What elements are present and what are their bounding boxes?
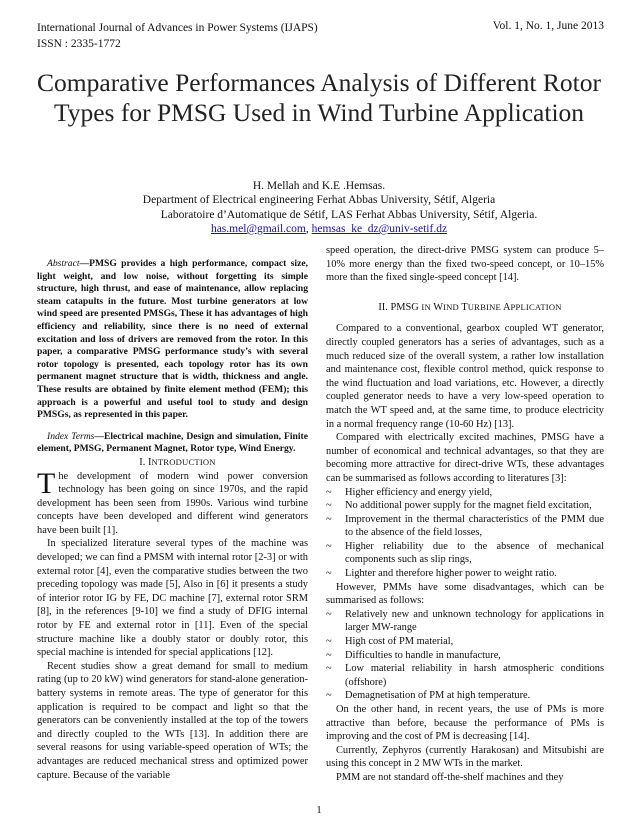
bullet-mark: ~ — [326, 513, 332, 525]
list-item: ~ Lighter and therefore higher power to weight ratio. — [326, 568, 557, 580]
index-terms-text: Electrical machine, Design and simulation, Finite element, PMSG, Permanent Magnet, Rotor type, Wind Energy. — [37, 430, 309, 455]
right-paragraph-4: On the other hand, in recent years, the use of PMs is more attractive than before, because the performance of PMs is improving and the cost of PM is decreasing [14]. — [326, 704, 604, 743]
email-link-2[interactable]: hemsas_ke_dz@univ-setif.dz — [311, 223, 448, 235]
section-word-1: PMSG — [390, 301, 419, 313]
authors: H. Mellah and K.E .Hemsas. — [252, 180, 386, 192]
bullet-mark: ~ — [326, 500, 332, 512]
list-item: ~ High cost of PM material, — [326, 636, 454, 648]
right-column — [326, 244, 604, 785]
abstract-text: PMSG provides a high performance, compact size, light weight, and low noise, without forgetting its simple structure, high thrust, and ease of maintenance, allow replacing steam catapults in the future. Most turbine generators at low wind speed are presented PMSGs, These it has advantages of high efficiency and reliability, since there is no need of external excitation and loss of drivers are removed from the rotor. In this paper, a comparative PMSG performance study’s with several rotor topology is presented, each topology rotor has its own permanent magnet structure that is width, thickness and angle. These results are obtained by finite element method (FEM); this approach is a powerful and useful tool to study and design PMSGs, as represented in this paper. — [37, 258, 308, 421]
bullet-mark: ~ — [326, 608, 332, 620]
disadvantages-list — [326, 608, 604, 703]
right-paragraph-5: Currently, Zephyros (currently Harakosan) and Mitsubishi are using this concept in 2 MW WTs in the market. — [326, 744, 604, 770]
section-number: I. — [139, 456, 146, 468]
affiliation-1: Department of Electrical engineering Ferhat Abbas University, Sétif, Algeria — [142, 194, 496, 206]
bullet-mark: ~ — [326, 486, 332, 498]
paper-title: Comparative Performances Analysis of Different Rotor Types for PMSG Used in Wind Turbine Application — [37, 68, 601, 127]
right-paragraph-0: speed operation, the direct-drive PMSG system can produce 5–10% more energy than the fixed two-speed concept, or 10–15% more than the fixed single-speed concept [14]. — [326, 245, 604, 284]
bullet-mark: ~ — [326, 690, 332, 702]
list-item: ~ Demagnetisation of PM at high temperature. — [326, 690, 531, 702]
journal-header — [37, 20, 318, 52]
page-number: 1 — [316, 804, 322, 816]
intro-paragraph-1 — [37, 466, 308, 538]
drop-cap: T — [37, 466, 56, 500]
section-heading-introduction — [37, 456, 308, 470]
advantages-list — [326, 486, 604, 581]
section-title-rest: NTRODUCTION — [151, 456, 216, 467]
section-heading-pmsg — [326, 301, 604, 315]
journal-name: International Journal of Advances in Power Systems (IJAPS) — [37, 22, 318, 34]
email-link-1[interactable]: has.mel@gmail.com — [210, 223, 306, 235]
section-word-2: IN — [421, 301, 431, 312]
abstract — [37, 258, 308, 422]
bullet-mark: ~ — [326, 649, 332, 661]
list-item: ~ Difficulties to handle in manufacture, — [326, 649, 501, 661]
section-number: II. — [378, 301, 388, 313]
bullet-mark: ~ — [326, 568, 332, 580]
index-terms-label: Index Terms — [47, 430, 95, 442]
bullet-mark: ~ — [326, 540, 332, 552]
abstract-label: Abstract — [47, 258, 80, 269]
abstract-dash: — — [79, 258, 90, 269]
section-word-3b: IND — [443, 301, 459, 312]
list-item: ~ Higher reliability due to the absence of mechanical components such as slip rings, — [326, 540, 604, 566]
right-paragraph-6: PMM are not standard off-the-shelf machines and they — [336, 771, 564, 783]
section-word-4a: T — [461, 301, 468, 313]
section-word-5b: PPLICATION — [510, 301, 562, 312]
list-item: ~ Low material reliability in harsh atmospheric conditions (offshore) — [326, 663, 604, 688]
index-terms-dash: — — [94, 430, 104, 442]
left-column — [37, 258, 308, 782]
intro-paragraph-3: Recent studies show a great demand for small to medium rating (up to 20 kW) wind generators for stand-alone generation-battery systems in remote areas. The type of generator for this application is required to be compact and light so that the generators can be conveniently installed at the top of the towers and directly coupled to the WTs [13]. In addition there are several reasons for using variable-speed operation of WTs; the advantages are reduced mechanical stress and optimized power capture. Because of the variable — [37, 660, 308, 781]
section-word-3a: W — [433, 301, 444, 313]
volume-info: Vol. 1, No. 1, June 2013 — [492, 20, 604, 32]
intro-paragraph-1-text: he development of modern wind power conversion technology has been going on since 1970s, and the rapid development has been seen from 1990s. Various wind turbine concepts have been developed and different wind generators have been built [1]. — [37, 470, 308, 536]
bullet-mark: ~ — [326, 636, 332, 648]
intro-paragraph-2: In specialized literature several types of the machine was developed; we can find a PMSM with internal rotor [2-3] or with external rotor [4], even the comparative studies between the two preceding topology was made [5], Also in [6] it presents a study of interior rotor IG by FE, DC machine [7], external rotor SRM [8], in the references [9-10] we find a study of DFIG internal rotor by FE and external rotor in [11]. Even of the special structure machine like a doubly stator or doubly rotor, this special machine is intended for special applications [12]. — [37, 538, 308, 659]
list-item: ~ Improvement in the thermal characteristics of the PMM due to the absence of the field losses, — [326, 513, 604, 539]
right-paragraph-1: Compared to a conventional, gearbox coupled WT generator, directly coupled generators has a series of advantages, such as a much reduced size of the overall system, a rather low installation and maintenance cost, flexible control method, quick response to the wind fluctuation and load variations, etc. However, a directly coupled generator needs to have a very low-speed operation to match the WT speed and, at the same time, to produce electricity in a normal frequency range (10-60 Hz) [13]. — [326, 323, 604, 430]
email-separator: , — [305, 223, 312, 235]
author-emails — [0, 223, 638, 235]
section-title-first: I — [147, 456, 152, 468]
index-terms — [37, 431, 308, 456]
right-paragraph-3: However, PMMs have some disadvantages, which can be summarised as follows: — [326, 581, 604, 607]
list-item: ~ Relatively new and unknown technology for applications in larger MW-range — [326, 608, 604, 634]
section-word-4b: URBINE — [467, 301, 501, 312]
right-paragraph-2: Compared with electrically excited machines, PMSG have a number of economical and technical advantages, so that they are becoming more attractive for direct-drive WTs, these advantages can be summarised as follows according to literatures [3]: — [326, 432, 604, 484]
section-word-5a: A — [502, 301, 511, 313]
list-item: ~ Higher efficiency and energy yield, — [326, 486, 493, 498]
list-item: ~ No additional power supply for the magnet field excitation, — [326, 500, 592, 512]
issn: ISSN : 2335-1772 — [37, 38, 121, 50]
bullet-mark: ~ — [326, 663, 332, 675]
affiliation-2: Laboratoire d’Automatique de Sétif, LAS Ferhat Abbas University, Sétif, Algeria. — [160, 209, 538, 221]
